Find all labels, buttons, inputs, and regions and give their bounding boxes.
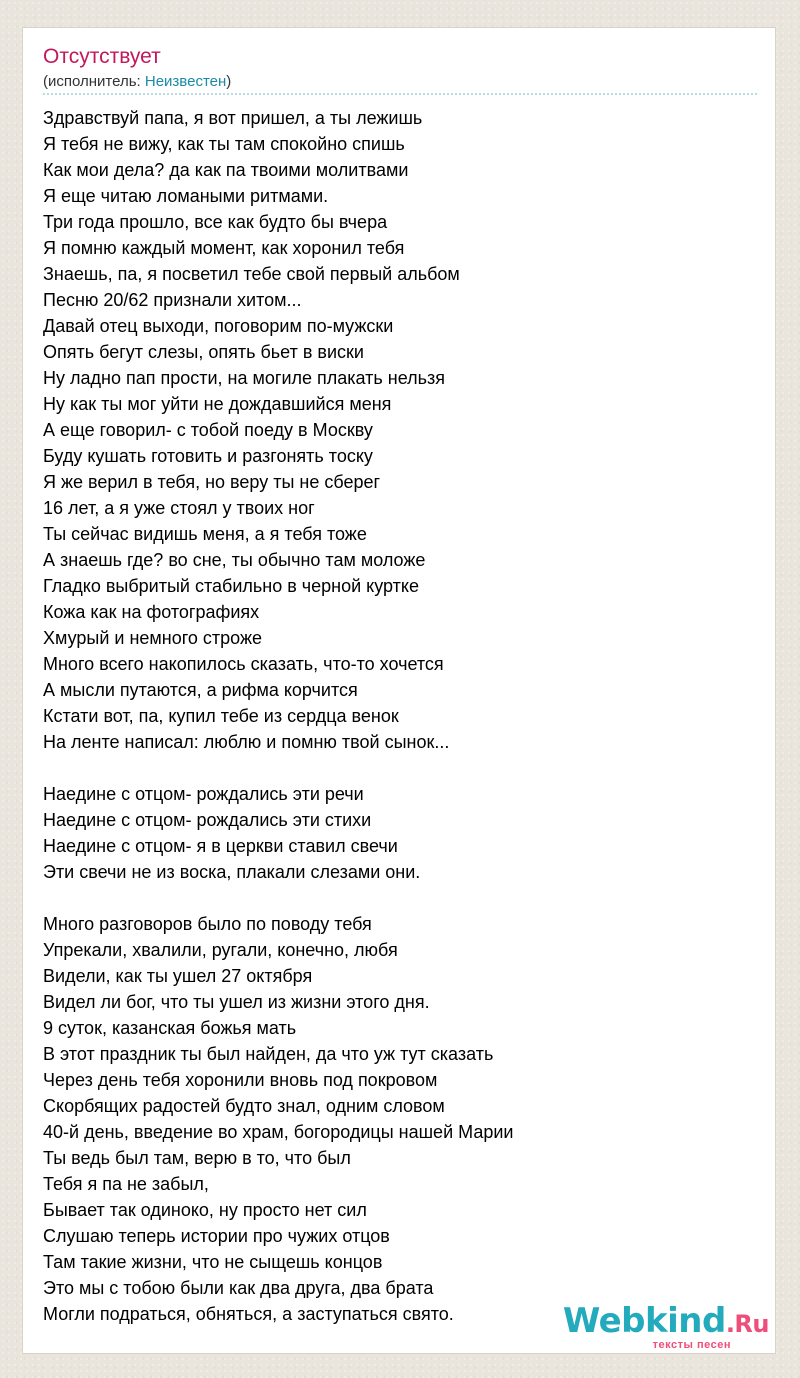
lyric-line: Опять бегут слезы, опять бьет в виски (43, 342, 364, 362)
lyric-line: Эти свечи не из воска, плакали слезами они. (43, 862, 421, 882)
lyric-line: Кожа как на фотографиях (43, 602, 260, 622)
lyric-line: Бывает так одиноко, ну просто нет сил (43, 1200, 367, 1220)
lyric-line: Кстати вот, па, купил тебе из сердца венок (43, 706, 399, 726)
lyric-line: 16 лет, а я уже стоял у твоих ног (43, 498, 315, 518)
lyric-line: Гладко выбритый стабильно в черной куртке (43, 576, 419, 596)
lyric-line: На ленте написал: люблю и помню твой сынок... (43, 732, 450, 752)
lyric-line: А еще говорил- с тобой поеду в Москву (43, 420, 373, 440)
lyric-line: Песню 20/62 признали хитом... (43, 290, 302, 310)
lyric-line: Через день тебя хоронили вновь под покровом (43, 1070, 438, 1090)
lyric-line: Я еще читаю ломаными ритмами. (43, 186, 329, 206)
lyric-line: Скорбящих радостей будто знал, одним словом (43, 1096, 445, 1116)
artist-suffix: ) (226, 73, 232, 90)
lyric-line: Знаешь, па, я посветил тебе свой первый альбом (43, 264, 460, 284)
lyric-line: Я же верил в тебя, но веру ты не сберег (43, 472, 381, 492)
lyric-line: Как мои дела? да как па твоими молитвами (43, 160, 409, 180)
lyric-line: Ну как ты мог уйти не дождавшийся меня (43, 394, 392, 414)
artist-line (43, 73, 231, 91)
title-divider (43, 93, 757, 95)
artist-link[interactable]: Неизвестен (144, 73, 227, 90)
lyric-line: А знаешь где? во сне, ты обычно там моложе (43, 550, 426, 570)
webkind-logo[interactable] (563, 1303, 769, 1351)
lyric-line: Наедине с отцом- я в церкви ставил свечи (43, 836, 398, 856)
lyric-line: Наедине с отцом- рождались эти стихи (43, 810, 372, 830)
logo-tagline: тексты песен (652, 1339, 731, 1351)
lyric-line: Слушаю теперь истории про чужих отцов (43, 1226, 390, 1246)
lyric-line: Три года прошло, все как будто бы вчера (43, 212, 388, 232)
logo-wordmark (563, 1303, 769, 1342)
lyrics-stanza (43, 105, 763, 755)
lyric-line: Здравствуй папа, я вот пришел, а ты лежишь (43, 108, 423, 128)
logo-name: Webkind (562, 1301, 726, 1341)
lyric-line: Видел ли бог, что ты ушел из жизни этого дня. (43, 992, 430, 1012)
song-title: Отсутствует (43, 45, 161, 68)
lyrics-card (22, 27, 776, 1354)
logo-tld: .Ru (725, 1310, 769, 1338)
lyric-line: Наедине с отцом- рождались эти речи (43, 784, 364, 804)
lyric-line: В этот праздник ты был найден, да что уж тут сказать (43, 1044, 494, 1064)
lyric-line: А мысли путаются, а рифма корчится (43, 680, 358, 700)
lyric-line: Я тебя не вижу, как ты там спокойно спишь (43, 134, 405, 154)
lyric-line: Ты ведь был там, верю в то, что был (43, 1148, 351, 1168)
lyrics-stanza (43, 911, 763, 1327)
artist-prefix: (исполнитель: (43, 73, 145, 90)
lyric-line: Давай отец выходи, поговорим по-мужски (43, 316, 394, 336)
lyrics-stanza (43, 781, 763, 885)
lyric-line: Буду кушать готовить и разгонять тоску (43, 446, 373, 466)
lyrics-text (43, 105, 763, 1327)
lyric-line: Много разговоров было по поводу тебя (43, 914, 372, 934)
lyric-line: 40-й день, введение во храм, богородицы нашей Марии (43, 1122, 514, 1142)
lyric-line: Это мы с тобою были как два друга, два брата (43, 1278, 434, 1298)
lyric-line: Упрекали, хвалили, ругали, конечно, любя (43, 940, 398, 960)
lyric-line: Ну ладно пап прости, на могиле плакать нельзя (43, 368, 446, 388)
lyric-line: Ты сейчас видишь меня, а я тебя тоже (43, 524, 367, 544)
lyric-line: Я помню каждый момент, как хоронил тебя (43, 238, 405, 258)
lyric-line: Хмурый и немного строже (43, 628, 263, 648)
lyric-line: Могли подраться, обняться, а заступаться свято. (43, 1304, 454, 1324)
lyric-line: Видели, как ты ушел 27 октября (43, 966, 313, 986)
lyric-line: 9 суток, казанская божья мать (43, 1018, 297, 1038)
lyric-line: Тебя я па не забыл, (43, 1174, 209, 1194)
lyric-line: Много всего накопилось сказать, что-то хочется (43, 654, 444, 674)
lyric-line: Там такие жизни, что не сыщешь концов (43, 1252, 383, 1272)
